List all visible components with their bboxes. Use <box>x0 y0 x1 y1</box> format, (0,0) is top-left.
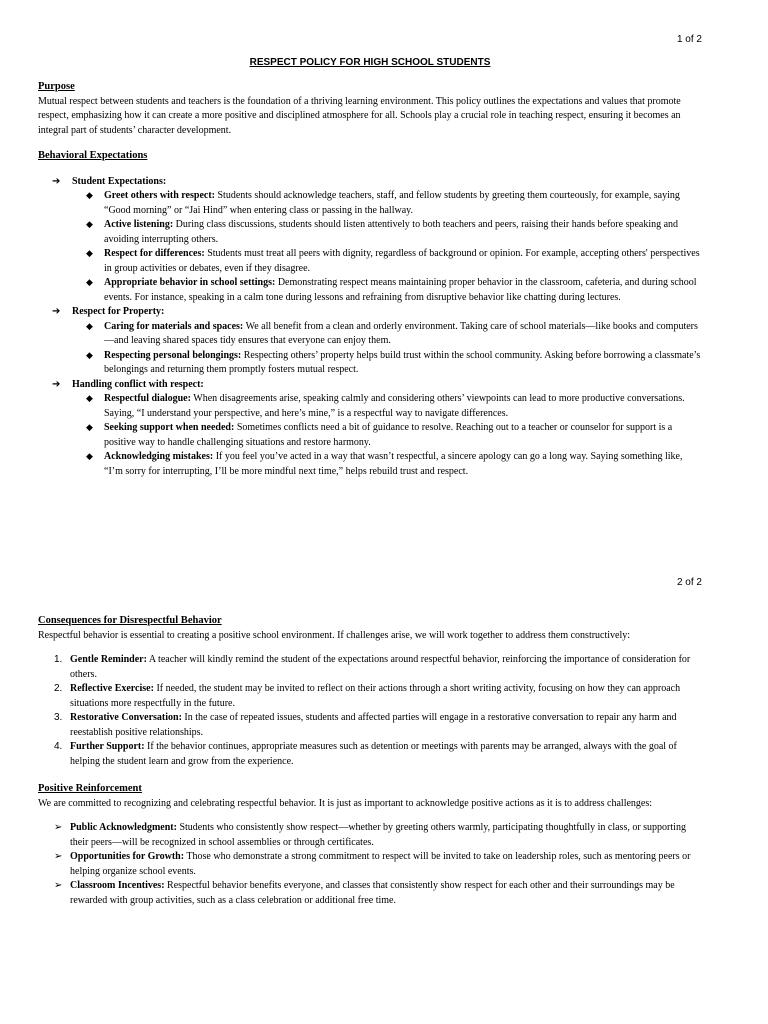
reinforcement-heading: Positive Reinforcement <box>38 783 142 794</box>
page-number: 2 of 2 <box>676 577 702 588</box>
item-label: Appropriate behavior in school settings: <box>104 277 276 288</box>
diamond-bullet-icon: ◆ <box>86 321 93 332</box>
purpose-heading: Purpose <box>38 81 75 92</box>
item-label: Gentle Reminder: <box>70 654 147 665</box>
item-label: Respect for differences: <box>104 248 205 259</box>
diamond-bullet-icon: ◆ <box>86 423 93 433</box>
item-text: Sometimes conflicts need a bit of guidance to resolve. Reaching out to a teacher or counselor for support is a positive way to handle challenging situations and restore harmony. <box>104 422 673 448</box>
purpose-text: Mutual respect between students and teachers is the foundation of a thriving learning environment. This policy outlines the expectations and values that promote respect, emphasizing how it can create a more positive and disciplined atmosphere for all. Schools play a crucial role in teaching respect, ensuring it becomes an integral part of students’ character development. <box>38 95 681 136</box>
list-item <box>38 653 703 682</box>
item-label: Respecting personal belongings: <box>104 349 242 361</box>
item-text: During class discussions, students should listen attentively to both teachers and peers, raising their hands before speaking and avoiding interrupting others. <box>104 219 679 245</box>
arrow-bullet-icon: ➔ <box>52 378 61 390</box>
item-text: If the behavior continues, appropriate measures such as detention or meetings with parents may be arranged, always with the goal of helping the student learn and grow from the experience. <box>70 741 677 767</box>
arrow-bullet-icon: ➔ <box>52 175 61 187</box>
item-text: We all benefit from a clean and orderly environment. Taking care of school materials—like books and computers—and leaving shared spaces tidy ensures that everyone can enjoy them. <box>104 320 698 346</box>
item-text: Those who demonstrate a strong commitment to respect will be invited to take on leadership roles, such as mentoring peers or helping organize school events. <box>70 851 691 877</box>
group-title: Handling conflict with respect: <box>72 378 204 390</box>
consequences-section <box>38 614 703 769</box>
diamond-bullet-icon: ◆ <box>86 452 93 462</box>
group-title: Student Expectations: <box>72 175 167 187</box>
list-item <box>38 740 703 769</box>
page-number: 1 of 2 <box>676 34 702 45</box>
item-text: If needed, the student may be invited to reflect on their actions through a short writing activity, focusing on how they can approach situations more respectfully in the future. <box>70 683 681 709</box>
reinforcement-section <box>38 782 703 908</box>
expectation-groups <box>38 175 703 480</box>
item-text: Respecting others’ property helps build trust within the school community. Asking before borrowing a classmate’s belongings and returning them promptly fosters mutual respect. <box>104 349 701 375</box>
document-title: RESPECT POLICY FOR HIGH SCHOOL STUDENTS <box>249 57 491 68</box>
reinforcement-list <box>38 821 703 908</box>
list-item <box>38 711 703 740</box>
item-label: Acknowledging mistakes: <box>104 451 214 462</box>
item-label: Seeking support when needed: <box>104 422 235 433</box>
item-text: If you feel you’ve acted in a way that wasn’t respectful, a sincere apology can go a long way. Saying something like, “I’m sorry for interrupting, I’ll be more mindful next time,” helps rebuild trust and respect. <box>104 451 683 477</box>
arrowhead-bullet-icon: ➢ <box>54 880 63 891</box>
list-item <box>38 218 703 247</box>
list-item <box>38 682 703 711</box>
diamond-bullet-icon: ◆ <box>86 249 93 259</box>
item-label: Respectful dialogue: <box>104 393 191 404</box>
consequences-heading: Consequences for Disrespectful Behavior <box>38 615 222 626</box>
item-label: Public Acknowledgment: <box>70 822 177 833</box>
list-item <box>38 821 703 850</box>
expectation-group <box>38 378 703 480</box>
item-number: 2. <box>54 683 63 694</box>
list-item <box>38 247 703 276</box>
diamond-bullet-icon: ◆ <box>86 350 93 361</box>
item-label: Classroom Incentives: <box>70 880 165 891</box>
item-label: Restorative Conversation: <box>70 712 182 723</box>
item-label: Reflective Exercise: <box>70 683 154 694</box>
list-item <box>38 320 703 349</box>
item-label: Further Support: <box>70 741 145 752</box>
item-text: Students who consistently show respect—whether by greeting others warmly, participating thoughtfully in class, or supporting their peers—will be recognized in school assemblies or through certificates. <box>70 822 686 848</box>
consequences-list <box>38 653 703 769</box>
item-text: In the case of repeated issues, students and affected parties will engage in a restorative conversation to repair any harm and reestablish positive relationships. <box>70 712 677 738</box>
list-item <box>38 392 703 421</box>
item-text: A teacher will kindly remind the student of the expectations around respectful behavior, reinforcing the importance of consideration for others. <box>70 654 691 680</box>
list-item <box>38 850 703 879</box>
list-item <box>38 421 703 450</box>
diamond-bullet-icon: ◆ <box>86 278 93 288</box>
arrowhead-bullet-icon: ➢ <box>54 851 63 862</box>
arrow-bullet-icon: ➔ <box>52 306 61 317</box>
list-item <box>38 349 703 378</box>
behavioral-section <box>38 149 703 479</box>
diamond-bullet-icon: ◆ <box>86 220 93 230</box>
list-item <box>38 189 703 218</box>
behavioral-heading: Behavioral Expectations <box>38 150 148 161</box>
expectation-group <box>38 305 703 378</box>
item-label: Caring for materials and spaces: <box>104 320 244 332</box>
list-item <box>38 276 703 305</box>
item-number: 3. <box>54 712 63 723</box>
item-text: When disagreements arise, speaking calmly and considering others’ viewpoints can lead to more productive conversations. Saying, “I understand your perspective, and here’s mine,” is a respectful way to navigate differences. <box>104 393 685 419</box>
item-text: Students must treat all peers with dignity, regardless of background or opinion. For example, accepting others' perspectives in group activities or debates, even if they disagree. <box>104 248 700 274</box>
arrowhead-bullet-icon: ➢ <box>54 822 63 833</box>
list-item <box>38 879 703 908</box>
expectation-group <box>38 175 703 306</box>
purpose-section <box>38 80 703 138</box>
diamond-bullet-icon: ◆ <box>86 394 93 404</box>
item-number: 1. <box>54 654 63 665</box>
group-title: Respect for Property: <box>72 306 165 317</box>
list-item <box>38 450 703 479</box>
diamond-bullet-icon: ◆ <box>86 191 93 201</box>
consequences-intro: Respectful behavior is essential to creating a positive school environment. If challenges arise, we will work together to address them constructively: <box>38 629 631 641</box>
reinforcement-intro: We are committed to recognizing and celebrating respectful behavior. It is just as important to acknowledge positive actions as it is to address challenges: <box>38 797 653 809</box>
item-number: 4. <box>54 741 63 752</box>
item-text: Students should acknowledge teachers, staff, and fellow students by greeting them courteously, for example, saying “Good morning” or “Jai Hind” when entering class or passing in the hallway. <box>104 190 680 216</box>
item-text: Respectful behavior benefits everyone, and classes that consistently show respect for each other and their surroundings may be rewarded with group activities, such as a class celebration or additional free time. <box>70 880 675 906</box>
item-label: Opportunities for Growth: <box>70 851 185 862</box>
item-text: Demonstrating respect means maintaining proper behavior in the classroom, cafeteria, and during school events. For instance, speaking in a calm tone during lessons and refraining from disruptive behavior like chatting during lectures. <box>104 277 697 303</box>
item-label: Greet others with respect: <box>104 190 215 201</box>
item-label: Active listening: <box>104 219 174 230</box>
